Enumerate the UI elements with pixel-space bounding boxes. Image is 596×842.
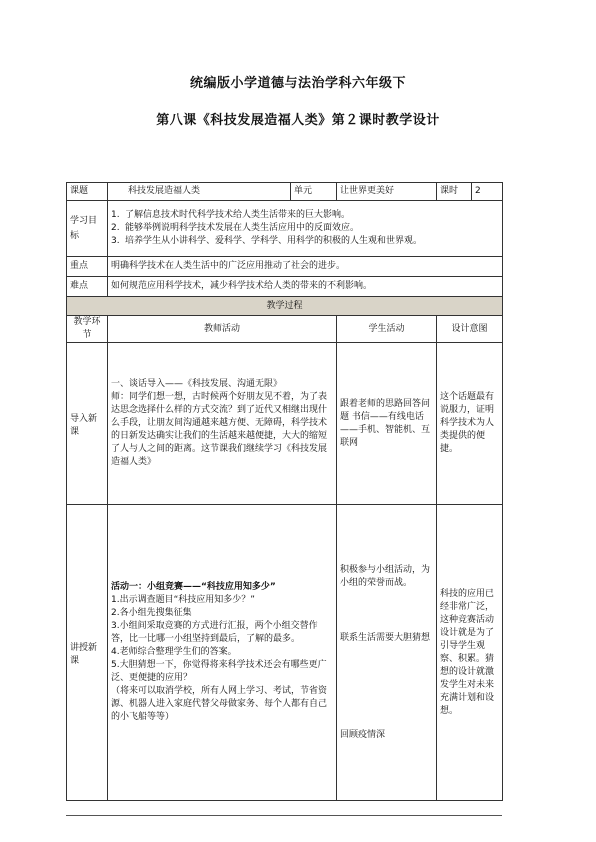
page-divider	[66, 815, 502, 816]
period-value: 2	[472, 183, 503, 201]
table-row	[67, 505, 503, 801]
goals-label: 学习目标	[67, 201, 108, 257]
design-intent: 科技的应用已经非常广泛，这种竞赛活动设计就是为了引导学生观察、积累。猜想的设计就激发学生对未来充满计划和设想。	[437, 505, 503, 801]
topic-label: 课题	[67, 183, 108, 201]
process-header: 教学过程	[67, 297, 503, 316]
topic-value: 科技发展造福人类	[108, 183, 291, 201]
teacher-paragraph: 1.出示调查题目“科技应用知多少？”	[111, 595, 255, 605]
unit-value: 让世界更美好	[337, 183, 437, 201]
student-activity: 跟着老师的思路回答问题 书信——有线电话——手机、智能机、互联网	[337, 343, 437, 505]
teacher-activity	[108, 343, 337, 505]
student-paragraph: 积极参与小组活动，为小组的荣誉而战。	[340, 564, 431, 588]
column-header: 教师活动	[108, 316, 337, 343]
teacher-activity	[108, 505, 337, 801]
teacher-paragraph: 4.老师综合整理学生们的答案。	[111, 647, 237, 657]
teacher-paragraph: 一、谈话导入——《科技发展、沟通无限》	[111, 379, 283, 389]
student-paragraph: 联系生活需要大胆猜想	[340, 632, 431, 643]
design-intent: 这个话题最有说服力，证明科学技术为人类提供的便捷。	[437, 343, 503, 505]
goal-item: 了解信息技术时代科学技术给人类生活带来的巨大影响。	[125, 210, 351, 220]
info-row	[67, 183, 503, 201]
goal-item: 培养学生从小讲科学、爱科学、学科学、用科学的积极的人生观和世界观。	[125, 236, 423, 246]
column-header-row	[67, 316, 503, 343]
difficulty-label: 难点	[67, 277, 108, 297]
teacher-paragraph: （将来可以取消学校，所有人网上学习、考试，节省资源、机器人进入家庭代替父母做家务、每个人都有自己的小飞船等等）	[111, 686, 328, 722]
period-label: 课时	[437, 183, 472, 201]
lesson-plan-table	[66, 182, 503, 801]
column-header: 教学环节	[67, 316, 108, 343]
column-header: 学生活动	[337, 316, 437, 343]
unit-label: 单元	[291, 183, 337, 201]
key-point-label: 重点	[67, 257, 108, 277]
student-paragraph: 回顾疫情深	[340, 729, 386, 740]
difficulty-row	[67, 277, 503, 297]
difficulty-text: 如何规范应用科学技术，减少科学技术给人类的带来的不利影响。	[108, 277, 503, 297]
teacher-paragraph: 2.各小组先搜集征集	[111, 608, 192, 618]
key-point-row	[67, 257, 503, 277]
column-header: 设计意图	[437, 316, 503, 343]
teacher-paragraph: 师：同学们想一想，古时候两个好朋友见不着，为了表达思念选择什么样的方式交流？到了近代又相继出现什么手段，让朋友间沟通越来越方便、无障碍，科学技术的日新发达确实让我们的生活越来越便捷，大大的缩短了人与人之间的距离。这节课我们继续学习《科技发展造福人类》	[111, 392, 328, 467]
stage-cell: 讲授新课	[67, 505, 108, 801]
teacher-paragraph: 3.小组间采取竞赛的方式进行汇报，两个小组交替作答，比一比哪一小组坚持到最后，了解的最多。	[111, 621, 318, 644]
goals-list	[111, 209, 499, 248]
teacher-paragraph: 5.大胆猜想一下，你觉得将来科学技术还会有哪些更广泛、更便捷的应用？	[111, 660, 327, 683]
goal-item: 能够举例说明科学技术发展在人类生活应用中的反面效应。	[125, 223, 360, 233]
activity-title: 活动一：小组竞赛——“科技应用知多少”	[111, 582, 276, 592]
key-point-text: 明确科学技术在人类生活中的广泛应用推动了社会的进步。	[108, 257, 503, 277]
process-header-row	[67, 297, 503, 316]
goals-row	[67, 201, 503, 257]
stage-cell: 导入新课	[67, 343, 108, 505]
student-activity	[337, 505, 437, 801]
table-row	[67, 343, 503, 505]
lesson-title: 第八课《科技发展造福人类》第２课时教学设计	[156, 113, 440, 128]
document-title: 统编版小学道德与法治学科六年级下	[189, 76, 406, 91]
